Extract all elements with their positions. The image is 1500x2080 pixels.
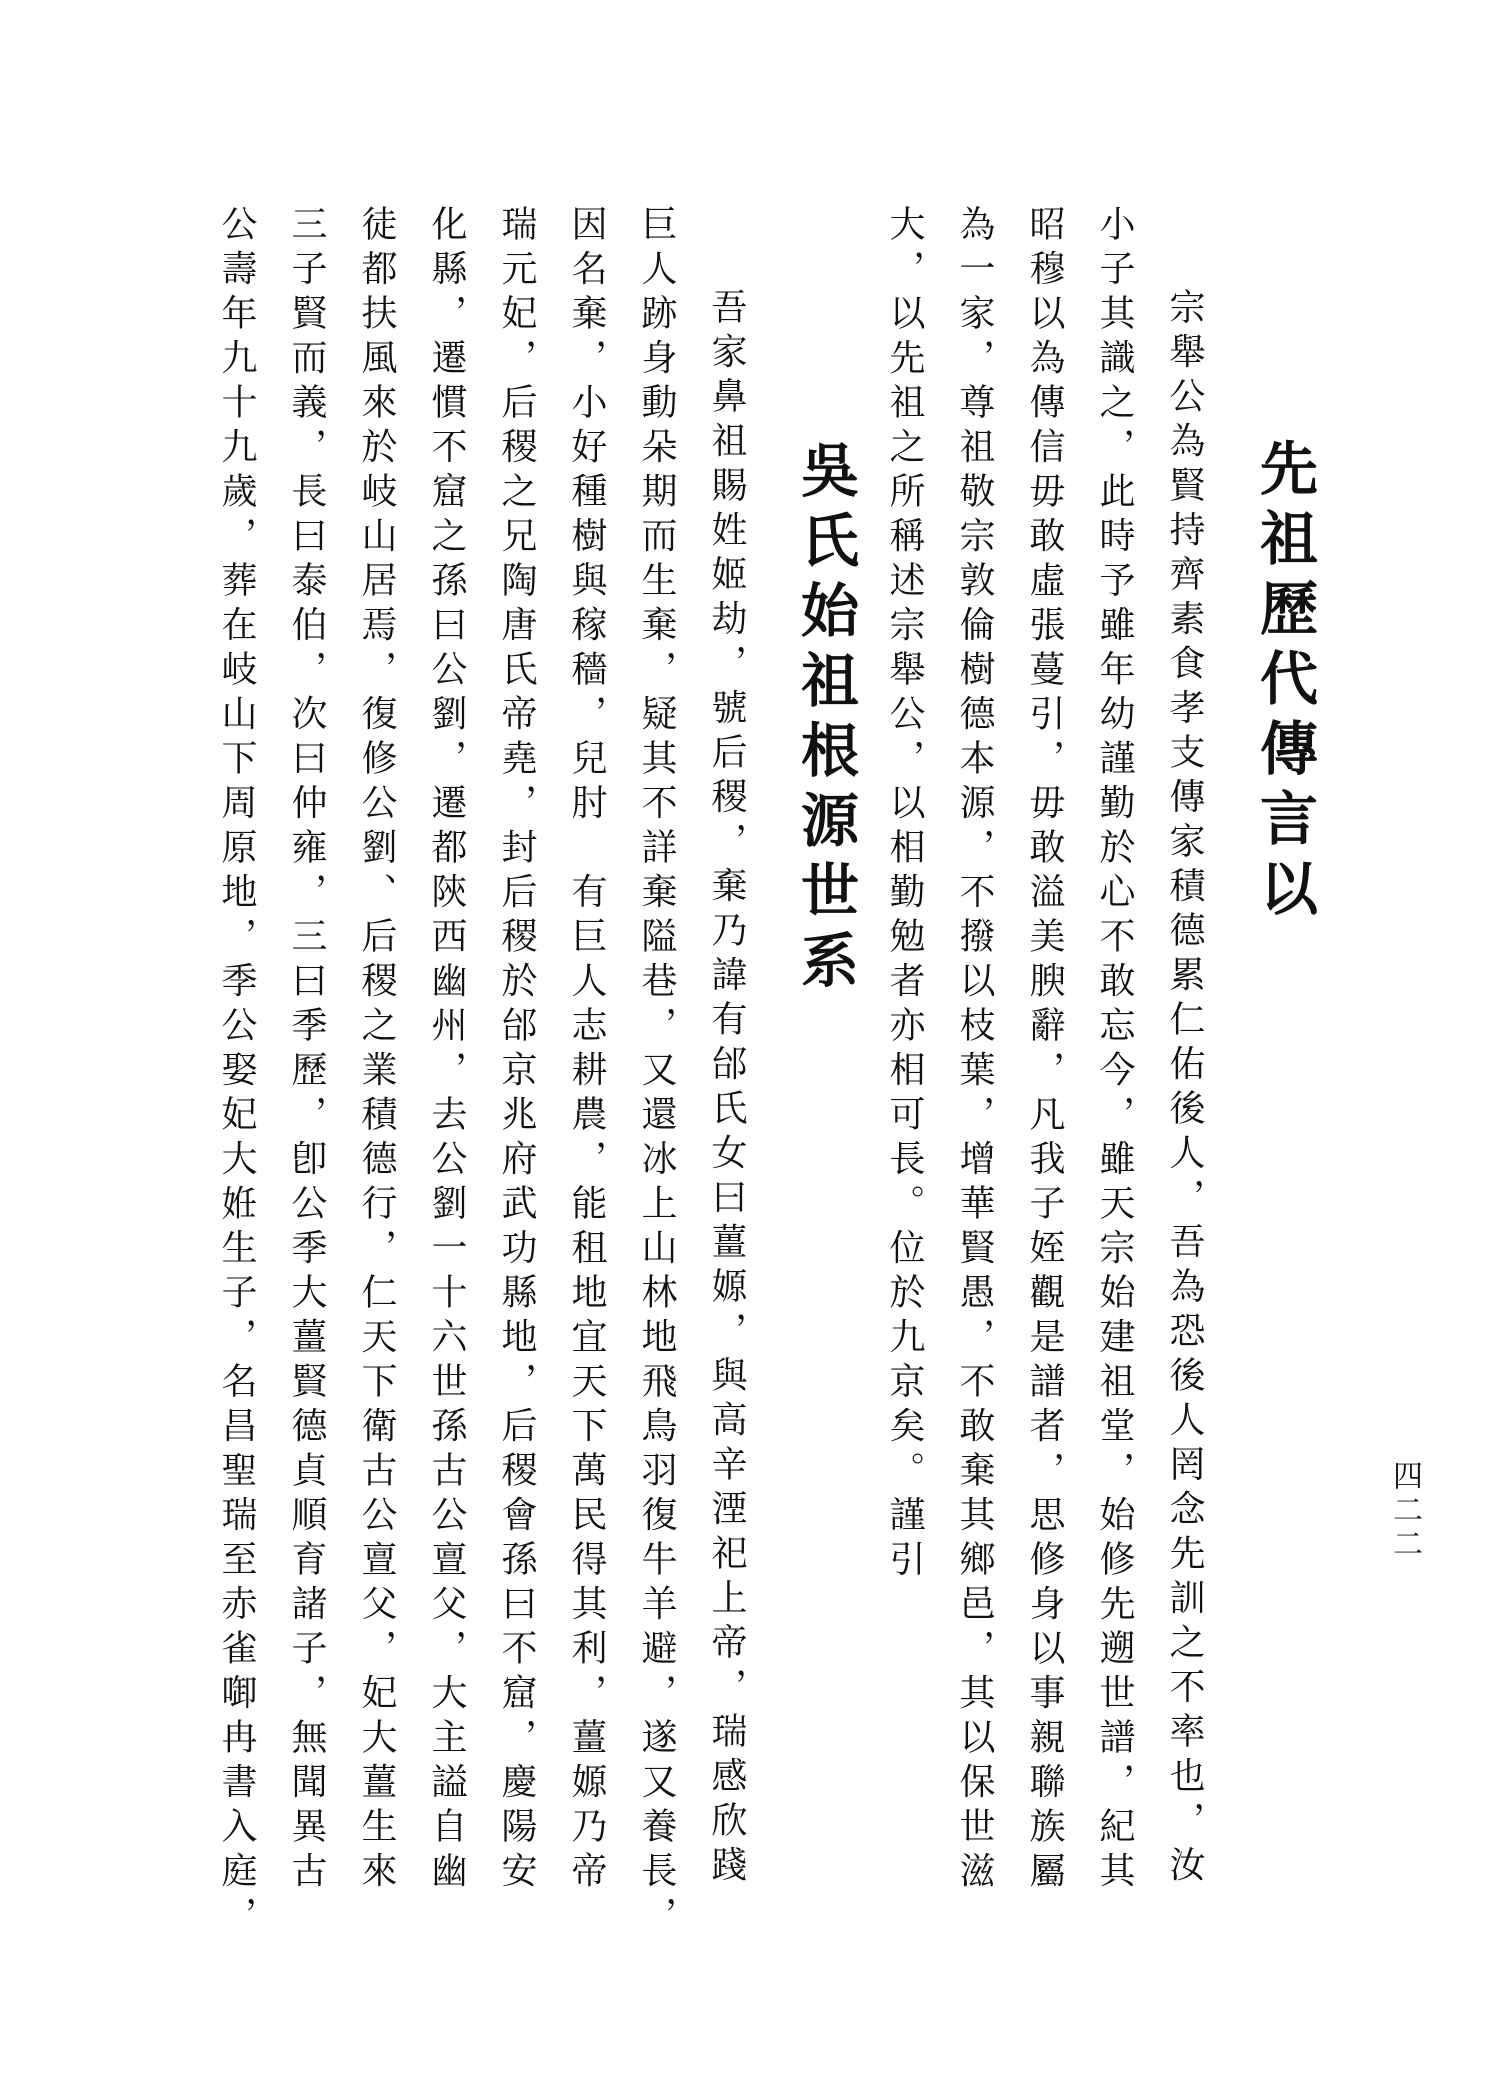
text-column: 因名棄，小好種樹與稼穡，兒肘 有巨人志耕農，能租地宜天下萬民得其利，薑嫄乃帝 [566, 205, 607, 1896]
page-number: 四二二 [1387, 1460, 1422, 1562]
text-column: 昭穆以為傳信毋敢虛張蔓引，毋敢溢美腴辭，凡我子姪觀是譜者，思修身以事親聯族屬 [1024, 205, 1065, 1896]
text-column: 瑞元妃，后稷之兄陶唐氏帝堯，封后稷於邰京兆府武功縣地，后稷會孫曰不窟，慶陽安 [496, 205, 537, 1896]
text-column: 公壽年九十九歲，葬在岐山下周原地，季公娶妃大姙生子，名昌聖瑞至赤雀啣冉書入庭， [216, 205, 257, 1941]
text-column: 為一家，尊祖敬宗敦倫樹德本源，不撥以枝葉，增華賢愚，不敢棄其鄉邑，其以保世滋 [954, 205, 995, 1896]
text-column: 化縣，遷慣不窟之孫曰公劉，遷都陝西幽州，去公劉一十六世孫古公亶父，大主謚自幽 [426, 205, 467, 1896]
text-column: 吾家鼻祖賜姓姬劫，號后稷，棄乃諱有邰氏女曰薑嫄，與高辛湮祀上帝，瑞感欣踐 [706, 288, 747, 1890]
text-column: 巨人跡身動朵期而生棄，疑其不詳棄隘巷，又還冰上山林地飛鳥羽復牛羊避，遂又養長， [636, 205, 677, 1941]
text-column: 徒都扶風來於岐山居焉，復修公劉、后稷之業積德行，仁天下衛古公亶父，妃大薑生來 [356, 205, 397, 1896]
section-title-wu-clan-origin: 吳氏始祖根源世系 [791, 440, 859, 1000]
text-column: 三子賢而義，長曰泰伯，次曰仲雍，三曰季歷，卽公季大薑賢德貞順育諸子，無聞異古 [286, 205, 327, 1896]
text-column: 大，以先祖之所稱述宗舉公，以相勤勉者亦相可長。位於九京矣。謹引 [884, 205, 925, 1585]
text-column: 小子其識之，此時予雖年幼謹勤於心不敢忘今，雖天宗始建祖堂，始修先遡世譜，紀其 [1094, 205, 1135, 1896]
section-title-ancestral-sayings: 先祖歷代傳言以 [1250, 438, 1318, 928]
text-column: 宗舉公為賢持齊素食孝支傳家積德累仁佑後人，吾為恐後人罔念先訓之不率也，汝 [1164, 288, 1205, 1890]
